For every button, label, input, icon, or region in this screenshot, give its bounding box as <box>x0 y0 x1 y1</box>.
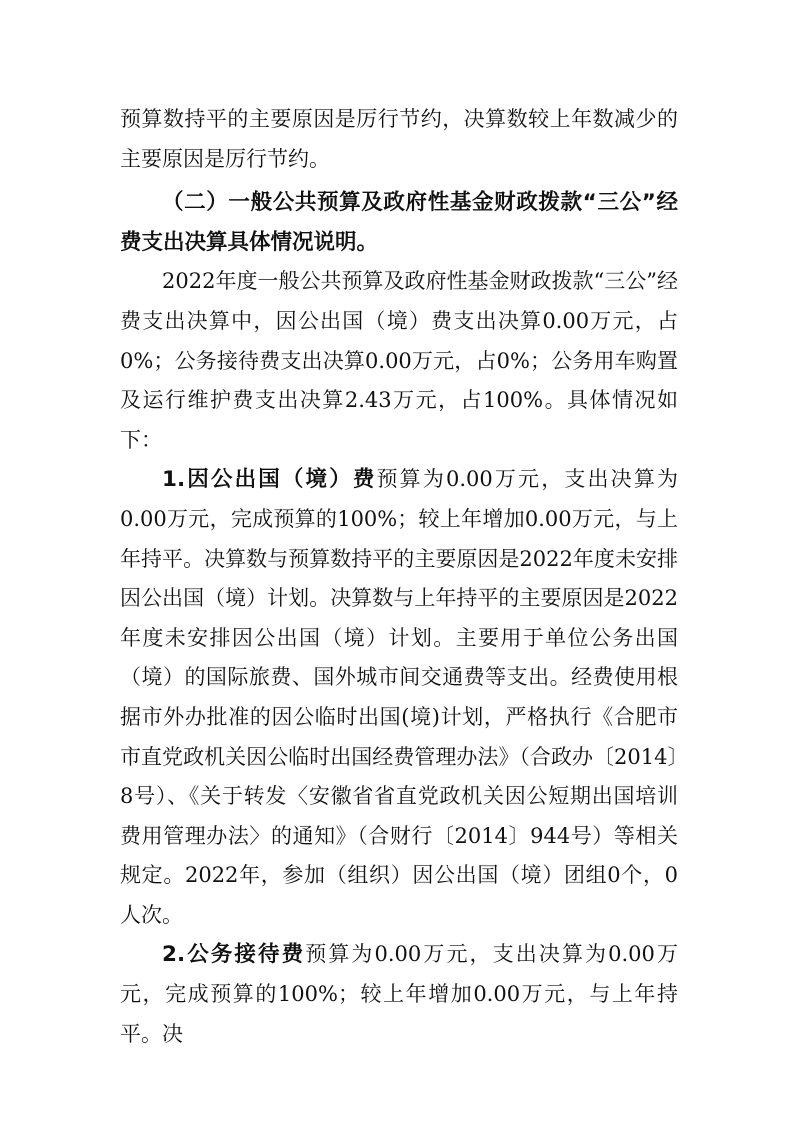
paragraph-item-1 <box>120 460 678 935</box>
section-heading: （二）一般公共预算及政府性基金财政拨款“三公”经费支出决算具体情况说明。 <box>120 190 678 255</box>
paragraph-item-2 <box>120 935 678 1054</box>
paragraph-continuation: 预算数持平的主要原因是厉行节约，决算数较上年数减少的主要原因是厉行节约。 <box>120 107 678 171</box>
document-page <box>120 100 678 1054</box>
item-1-body: 预算为0.00万元，支出决算为0.00万元，完成预算的100%；较上年增加0.00万元，与上年持平。决算数与预算数持平的主要原因是2022年度未安排因公出国（境）计划。决算数与上年持平的主要原因是2022年度未安排因公出国（境）计划。主要用于单位公务出国（境）的国际旅费、国外城市间交通费等支出。经费使用根据市外办批准的因公临时出国(境)计划，严格执行《合肥市市直党政机关因公临时出国经费管理办法》（合政办〔2014〕8号）、《关于转发〈安徽省省直党政机关因公短期出国培训费用管理办法〉的通知》（合财行〔2014〕944号）等相关规定。2022年，参加（组织）因公出国（境）团组0个，0人次。 <box>120 467 678 927</box>
paragraph-summary: 2022年度一般公共预算及政府性基金财政拨款“三公”经费支出决算中，因公出国（境）费支出决算0.00万元，占0%；公务接待费支出决算0.00万元，占0%；公务用车购置及运行维护费支出决算2.43万元，占100%。具体情况如下： <box>120 269 678 452</box>
item-1-title: 1.因公出国（境）费 <box>162 467 377 493</box>
item-2-title: 2.公务接待费 <box>162 942 306 968</box>
item-2-body: 预算为0.00万元，支出决算为0.00万元，完成预算的100%；较上年增加0.00万元，与上年持平。决 <box>120 942 678 1046</box>
